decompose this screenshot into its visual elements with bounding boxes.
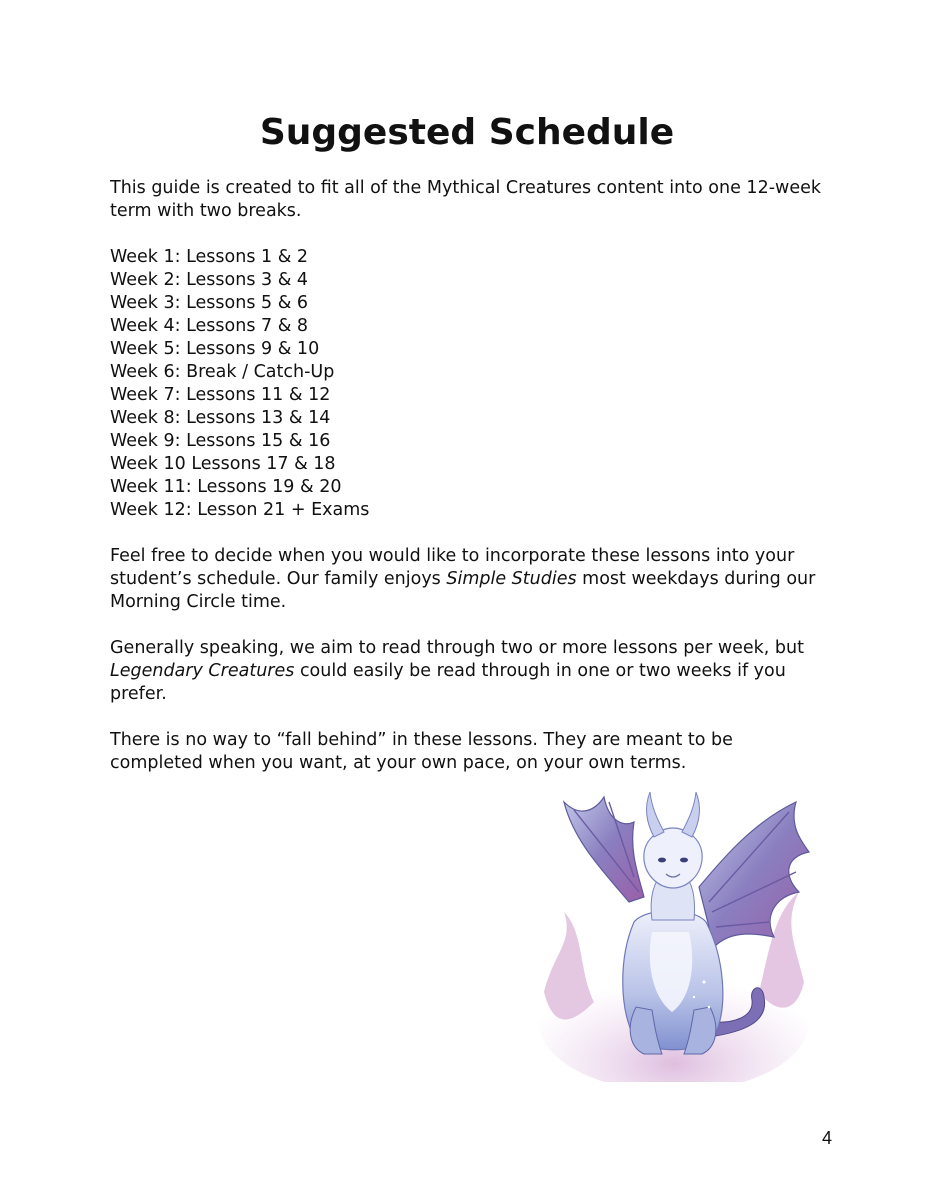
intro-paragraph: This guide is created to fit all of the Mythical Creatures content into one 12-week term with two breaks.	[110, 178, 821, 221]
flexibility-paragraph	[110, 545, 830, 614]
dragon-illustration	[534, 782, 814, 1082]
schedule-item-week-9: Week 9: Lessons 15 & 16	[110, 431, 331, 451]
pace-paragraph	[110, 637, 830, 706]
flexibility-text-1: Feel free to decide when you would like to incorporate these lessons into your student’s schedule. Our family enjoys	[110, 546, 795, 589]
left-horn	[647, 792, 664, 837]
schedule-item-week-4: Week 4: Lessons 7 & 8	[110, 316, 309, 336]
right-eye	[680, 858, 688, 863]
schedule-list	[110, 246, 830, 522]
head	[644, 828, 702, 888]
schedule-item-week-5: Week 5: Lessons 9 & 10	[110, 339, 320, 359]
simple-studies-title: Simple Studies	[446, 569, 577, 589]
sparkle	[693, 996, 695, 998]
mist-left	[544, 912, 594, 1020]
right-wing	[699, 802, 809, 947]
spacer	[110, 223, 830, 246]
flexibility-text-2: most weekdays during our Morning Circle time.	[110, 569, 816, 612]
right-horn	[682, 792, 699, 837]
schedule-item-week-2: Week 2: Lessons 3 & 4	[110, 270, 309, 290]
spacer	[110, 706, 830, 729]
pace-text-2: could easily be read through in one or two weeks if you prefer.	[110, 661, 786, 704]
schedule-item-week-1: Week 1: Lessons 1 & 2	[110, 247, 309, 267]
sparkle	[708, 1006, 711, 1009]
no-fall-behind-paragraph: There is no way to “fall behind” in these lessons. They are meant to be completed when you want, at your own pace, on your own terms.	[110, 730, 733, 773]
spacer	[110, 614, 830, 637]
schedule-item-week-6: Week 6: Break / Catch-Up	[110, 362, 335, 382]
page-number: 4	[821, 1128, 832, 1148]
schedule-item-week-12: Week 12: Lesson 21 + Exams	[110, 500, 370, 520]
left-eye	[658, 858, 666, 863]
pace-text-1: Generally speaking, we aim to read through two or more lessons per week, but	[110, 638, 804, 658]
page-title: Suggested Schedule	[259, 112, 675, 153]
schedule-item-week-11: Week 11: Lessons 19 & 20	[110, 477, 342, 497]
spacer	[110, 522, 830, 545]
legendary-creatures-title: Legendary Creatures	[110, 661, 295, 681]
schedule-item-week-3: Week 3: Lessons 5 & 6	[110, 293, 309, 313]
schedule-item-week-8: Week 8: Lessons 13 & 14	[110, 408, 331, 428]
schedule-item-week-7: Week 7: Lessons 11 & 12	[110, 385, 331, 405]
sparkle	[703, 981, 706, 984]
page-body	[110, 177, 830, 775]
schedule-item-week-10: Week 10 Lessons 17 & 18	[110, 454, 336, 474]
